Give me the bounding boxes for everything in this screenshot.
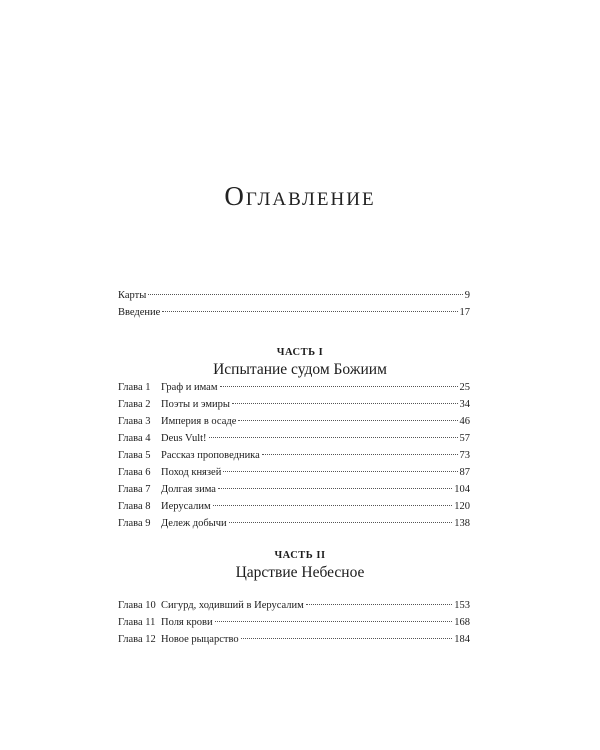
toc-entry-chapter-7[interactable] xyxy=(118,481,470,498)
chapter-page: 73 xyxy=(459,450,470,461)
chapter-page: 87 xyxy=(459,467,470,478)
chapter-label: Глава 8 xyxy=(118,501,151,512)
toc-entry-chapter-5[interactable] xyxy=(118,447,470,464)
chapter-title: Иерусалим xyxy=(161,501,211,512)
chapter-label: Глава 7 xyxy=(118,484,151,495)
part-title: Испытание судом Божиим xyxy=(213,361,387,378)
dot-leader xyxy=(213,505,453,506)
chapter-label: Глава 10 xyxy=(118,600,156,611)
chapter-label: Глава 3 xyxy=(118,416,151,427)
chapter-page: 46 xyxy=(459,416,470,427)
dot-leader xyxy=(229,522,453,523)
entry-page: 9 xyxy=(464,290,470,301)
chapter-title: Сигурд, ходивший в Иерусалим xyxy=(161,600,304,611)
chapter-page: 168 xyxy=(454,617,470,628)
toc-entry-chapter-2[interactable] xyxy=(118,396,470,413)
toc-entry-chapter-3[interactable] xyxy=(118,413,470,430)
chapter-page: 153 xyxy=(454,600,470,611)
chapter-title: Поэты и эмиры xyxy=(161,399,230,410)
toc-entry-chapter-10[interactable] xyxy=(118,597,470,614)
chapter-title: Поход князей xyxy=(161,467,222,478)
dot-leader xyxy=(220,386,458,387)
chapter-label: Глава 5 xyxy=(118,450,151,461)
dot-leader xyxy=(306,604,452,605)
toc-entry-maps[interactable] xyxy=(118,287,470,304)
part-title: Царствие Небесное xyxy=(235,564,365,581)
toc-entry-chapter-8[interactable] xyxy=(118,498,470,515)
front-matter-list xyxy=(118,287,470,321)
chapter-title: Дележ добычи xyxy=(161,518,227,529)
chapter-page: 25 xyxy=(459,382,470,393)
chapter-page: 184 xyxy=(454,634,470,645)
part-1-chapter-list xyxy=(118,379,470,532)
chapter-label: Глава 11 xyxy=(118,617,156,628)
chapter-page: 120 xyxy=(454,501,470,512)
entry-page: 17 xyxy=(459,307,470,318)
chapter-page: 138 xyxy=(454,518,470,529)
chapter-page: 57 xyxy=(459,433,470,444)
toc-entry-chapter-1[interactable] xyxy=(118,379,470,396)
dot-leader xyxy=(218,488,452,489)
chapter-page: 104 xyxy=(454,484,470,495)
chapter-title: Долгая зима xyxy=(161,484,216,495)
chapter-title: Поля крови xyxy=(161,617,213,628)
chapter-label: Глава 9 xyxy=(118,518,151,529)
dot-leader xyxy=(223,471,457,472)
part-label: ЧАСТЬ I xyxy=(276,347,324,358)
toc-entry-chapter-9[interactable] xyxy=(118,515,470,532)
chapter-page: 34 xyxy=(459,399,470,410)
toc-entry-introduction[interactable] xyxy=(118,304,470,321)
entry-title: Введение xyxy=(118,307,161,318)
chapter-title: Империя в осаде xyxy=(161,416,237,427)
chapter-title: Граф и имам xyxy=(161,382,218,393)
dot-leader xyxy=(238,420,457,421)
part-2-chapter-list xyxy=(118,597,470,648)
chapter-label: Глава 12 xyxy=(118,634,156,645)
dot-leader xyxy=(241,638,453,639)
part-2-heading xyxy=(0,550,600,582)
dot-leader xyxy=(148,294,462,295)
dot-leader xyxy=(209,437,458,438)
toc-entry-chapter-12[interactable] xyxy=(118,631,470,648)
toc-entry-chapter-11[interactable] xyxy=(118,614,470,631)
entry-title: Карты xyxy=(118,290,147,301)
dot-leader xyxy=(215,621,453,622)
dot-leader xyxy=(162,311,457,312)
page-title: Оглавление xyxy=(224,181,376,211)
chapter-label: Глава 1 xyxy=(118,382,151,393)
chapter-label: Глава 2 xyxy=(118,399,151,410)
chapter-title: Deus Vult! xyxy=(161,433,207,444)
chapter-title: Новое рыцарство xyxy=(161,634,239,645)
dot-leader xyxy=(232,403,458,404)
chapter-title: Рассказ проповедника xyxy=(161,450,260,461)
chapter-label: Глава 6 xyxy=(118,467,151,478)
toc-entry-chapter-6[interactable] xyxy=(118,464,470,481)
chapter-label: Глава 4 xyxy=(118,433,151,444)
part-1-heading xyxy=(0,347,600,379)
part-label: ЧАСТЬ II xyxy=(274,550,326,561)
toc-entry-chapter-4[interactable] xyxy=(118,430,470,447)
dot-leader xyxy=(262,454,458,455)
